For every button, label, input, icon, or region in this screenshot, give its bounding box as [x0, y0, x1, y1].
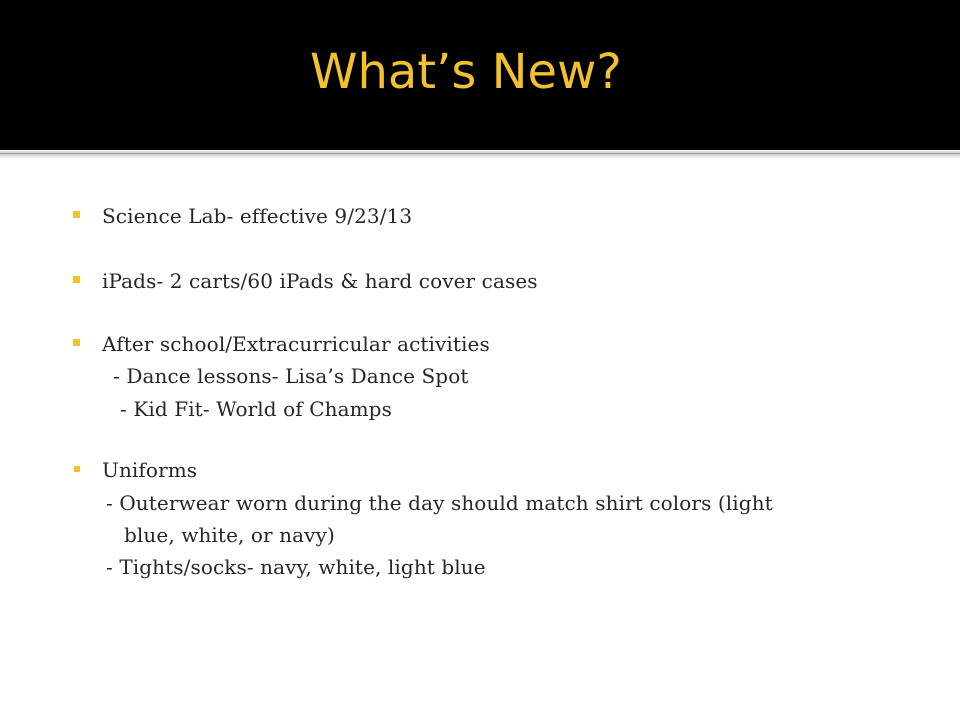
bullet-square-icon [73, 211, 80, 218]
bullet-item-after-school: After school/Extracurricular activities [102, 332, 490, 356]
slide-title: What’s New? [310, 44, 622, 100]
bullet-item-science-lab: Science Lab- effective 9/23/13 [102, 204, 413, 228]
bullet-item-ipads: iPads- 2 carts/60 iPads & hard cover cases [102, 269, 538, 293]
sub-item-kid-fit: - Kid Fit- World of Champs [120, 397, 392, 421]
bullet-square-icon [73, 276, 80, 283]
bullet-square-icon [73, 339, 80, 346]
sub-item-dance-lessons: - Dance lessons- Lisa’s Dance Spot [113, 364, 469, 388]
bullet-item-uniforms: Uniforms [102, 458, 198, 482]
sub-item-outerwear-continued: blue, white, or navy) [124, 523, 335, 547]
sub-item-tights-socks: - Tights/socks- navy, white, light blue [106, 555, 486, 579]
sub-item-outerwear: - Outerwear worn during the day should match shirt colors (light [106, 491, 773, 515]
bullet-square-icon [74, 466, 80, 472]
